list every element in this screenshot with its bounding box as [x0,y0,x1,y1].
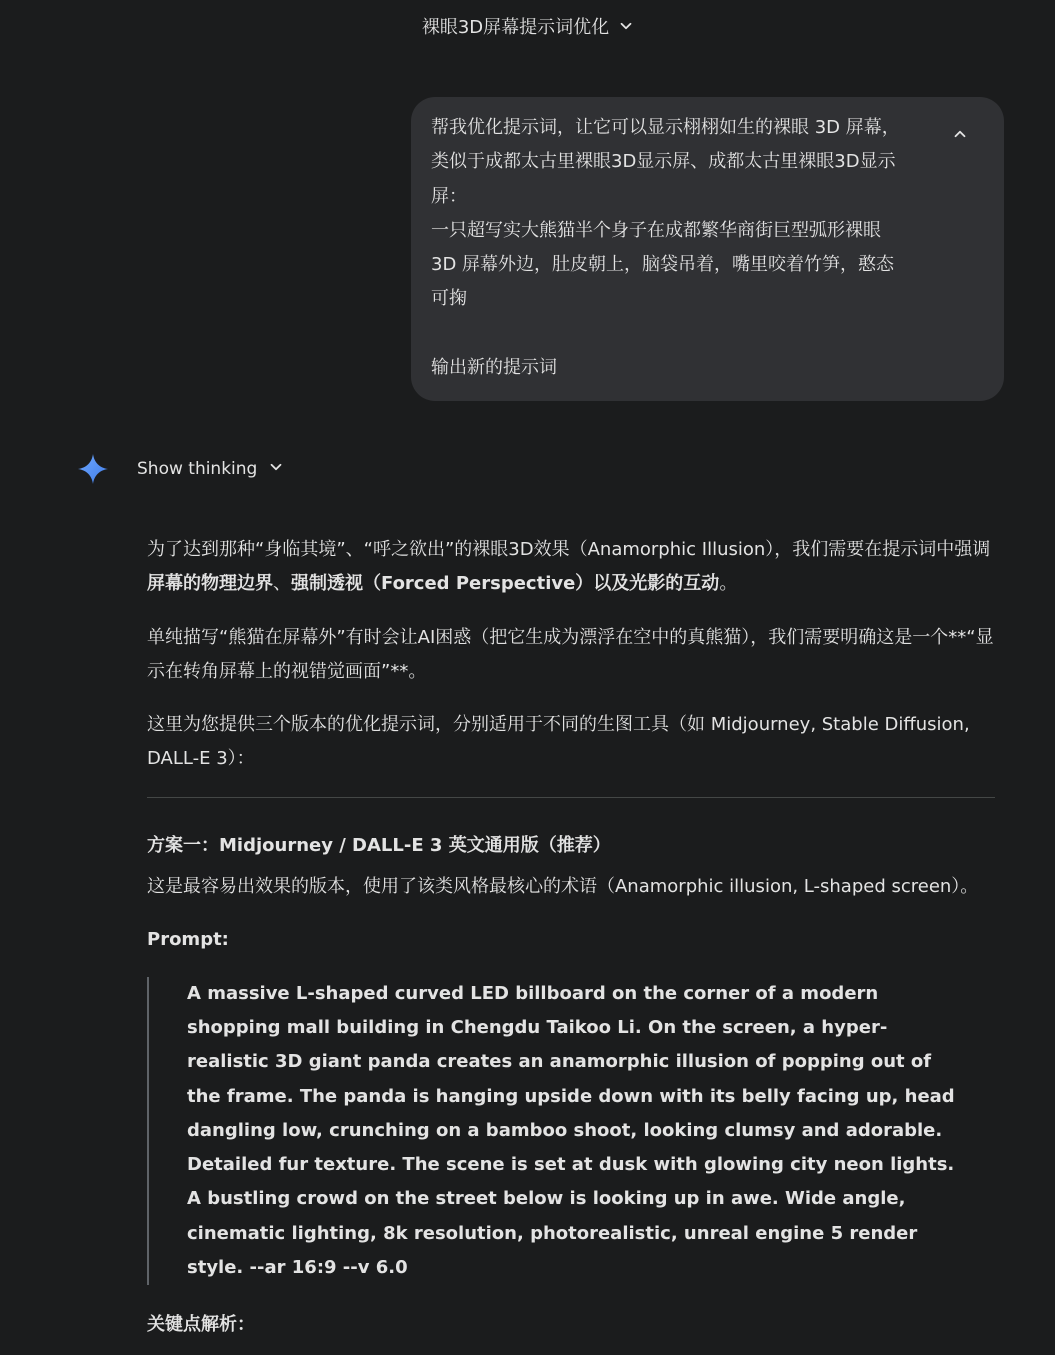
response-paragraph-2: 单纯描写“熊猫在屏幕外”有时会让AI困惑（把它生成为漂浮在空中的真熊猫），我们需要明确这是一个**“显示在转角屏幕上的视错觉画面”**。 [147,626,994,682]
prompt-label: Prompt: [147,929,229,951]
user-message-text: 帮我优化提示词，让它可以显示栩栩如生的裸眼 3D 屏幕， 类似于成都太古里裸眼3D显示屏、成都太古里裸眼3D显示 屏： 一只超写实大熊猫半个身子在成都繁华商街巨型弧形裸眼 3D 屏幕外边，肚皮朝上，脑袋吊着，嘴里咬着竹笋，憨态 可掬 输出新的提示词 [431,117,900,379]
user-message-bubble [411,97,1004,401]
bold-span: 强制透视（Forced Perspective）以及光影的互动 [291,573,720,595]
chevron-down-icon [269,459,283,479]
conversation-title-button[interactable] [422,13,633,39]
text-span: 为了达到那种“身临其境”、“呼之欲出”的裸眼3D效果（Anamorphic Illusion），我们需要在提示词中强调 [147,539,991,560]
text-span: 。 [719,573,738,595]
plan-description: 这是最容易出效果的版本，使用了该类风格最核心的术语（Anamorphic illusion, L-shaped screen）。 [147,876,979,898]
collapse-message-button[interactable] [946,121,974,149]
top-bar [0,0,1055,52]
prompt-blockquote [147,977,957,1286]
chevron-down-icon [619,19,633,33]
response-paragraph-1 [147,533,997,602]
bold-span: 屏幕的物理边界 [147,573,273,595]
show-thinking-label: Show thinking [137,459,258,479]
text-span: 、 [273,573,291,595]
conversation-title: 裸眼3D屏幕提示词优化 [421,17,610,38]
gemini-sparkle-icon [77,453,109,485]
model-response [147,533,997,1343]
keypoints-heading: 关键点解析： [147,1314,255,1336]
prompt-text: A massive L-shaped curved LED billboard on the corner of a modern shopping mall building in Chengdu Taikoo Li. On the screen, a hyper-realistic 3D giant panda creates an anamorphic illusion of popping out of the frame. The panda is hanging upside down with its belly facing up, head dangling low, crunching on a bamboo shoot, looking clumsy and adorable. Detailed fur texture. The scene is set at dusk with glowing city neon lights. A bustling crowd on the street below is looking up in awe. Wide angle, cinematic lighting, 8k resolution, photorealistic, unreal engine 5 render style. --ar 16:9 --v 6.0 [187,982,955,1279]
chevron-up-icon [953,126,967,145]
divider [147,797,995,798]
response-paragraph-3: 这里为您提供三个版本的优化提示词，分别适用于不同的生图工具（如 Midjourney, Stable Diffusion, DALL-E 3）： [147,714,970,770]
show-thinking-toggle[interactable] [137,456,283,482]
plan-heading: 方案一：Midjourney / DALL-E 3 英文通用版（推荐） [147,834,611,856]
